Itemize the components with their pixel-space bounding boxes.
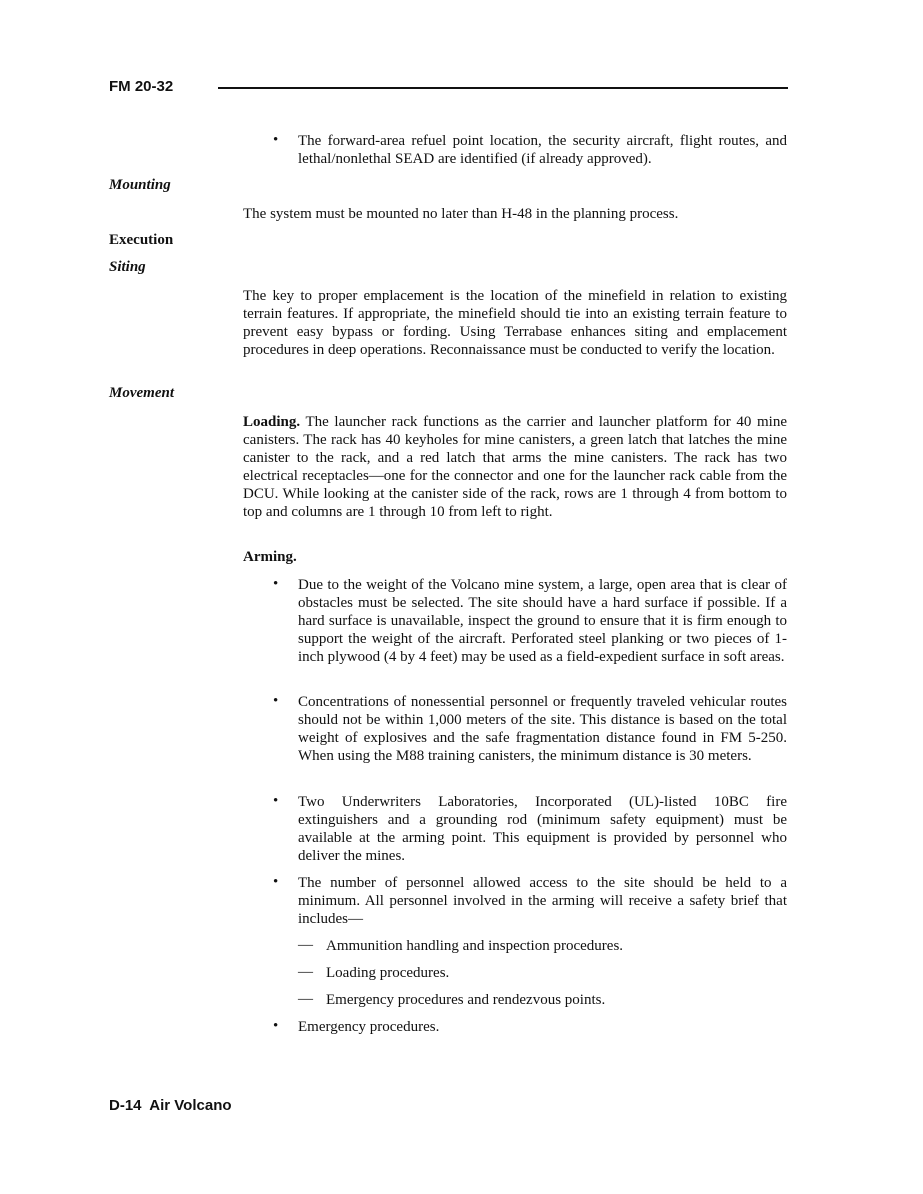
loading-text: The launcher rack functions as the carrier and launcher platform for 40 mine canisters. The rack has 40 keyholes for mine canisters, a green latch that latches the mine canister to the rack, and a red latch that arms the mine canisters. The rack has two electrical receptacles—one for the connector and one for the launcher rack cable from the DCU. While looking at the canister side of the rack, rows are 1 through 4 from bottom to top and columns are 1 through 10 from left to right. <box>243 414 787 520</box>
intro-bullet-text: The forward-area refuel point location, the security aircraft, flight routes, and lethal/nonlethal SEAD are identified (if already approved). <box>298 133 787 167</box>
bullet-icon: • <box>273 576 279 592</box>
loading-label: Loading. <box>243 414 301 430</box>
siting-text: The key to proper emplacement is the location of the minefield in relation to existing terrain features. If appropriate, the minefield should tie into an existing terrain feature to prevent easy bypass or fording. Using Terrabase enhances siting and emplacement procedures in deep operations. Reconnaissance must be conducted to verify the location. <box>243 288 787 358</box>
bullet-icon: • <box>273 1018 279 1034</box>
dash-icon: — <box>298 964 313 980</box>
page-footer-label: D-14 Air Volcano <box>109 1097 232 1114</box>
arming-bullet-5: Emergency procedures. <box>298 1019 440 1035</box>
arming-bullet-4: The number of personnel allowed access to the site should be held to a minimum. All personnel involved in the arming will receive a safety brief that includes— <box>298 875 787 927</box>
arming-bullet-3: Two Underwriters Laboratories, Incorporated (UL)-listed 10BC fire extinguishers and a grounding rod (minimum safety equipment) must be available at the arming point. This equipment is provided by personnel who deliver the mines. <box>298 794 787 864</box>
header-rule <box>218 87 788 89</box>
dash-icon: — <box>298 937 313 953</box>
bullet-icon: • <box>273 132 279 148</box>
loading-paragraph <box>243 413 787 521</box>
safety-brief-item-3: Emergency procedures and rendezvous points. <box>326 992 606 1008</box>
arming-label: Arming. <box>243 549 297 565</box>
mounting-text: The system must be mounted no later than H-48 in the planning process. <box>243 206 679 222</box>
siting-heading: Siting <box>109 259 146 275</box>
safety-brief-item-2: Loading procedures. <box>326 965 450 981</box>
page-header-title: FM 20-32 <box>109 78 174 95</box>
mounting-heading: Mounting <box>109 177 171 193</box>
dash-icon: — <box>298 991 313 1007</box>
bullet-icon: • <box>273 793 279 809</box>
safety-brief-item-1: Ammunition handling and inspection procedures. <box>326 938 624 954</box>
bullet-icon: • <box>273 874 279 890</box>
arming-bullet-2: Concentrations of nonessential personnel or frequently traveled vehicular routes should not be within 1,000 meters of the site. This distance is based on the total weight of explosives and the safe fragmentation distance found in FM 5-250. When using the M88 training canisters, the minimum distance is 30 meters. <box>298 694 787 764</box>
arming-bullet-1: Due to the weight of the Volcano mine system, a large, open area that is clear of obstacles must be selected. The site should have a hard surface if possible. If a hard surface is unavailable, inspect the ground to ensure that it is firm enough to support the weight of the aircraft. Perforated steel planking or two pieces of 1-inch plywood (4 by 4 feet) may be used as a field-expedient surface in soft areas. <box>298 577 787 665</box>
bullet-icon: • <box>273 693 279 709</box>
execution-heading: Execution <box>109 232 174 248</box>
movement-heading: Movement <box>109 385 174 401</box>
